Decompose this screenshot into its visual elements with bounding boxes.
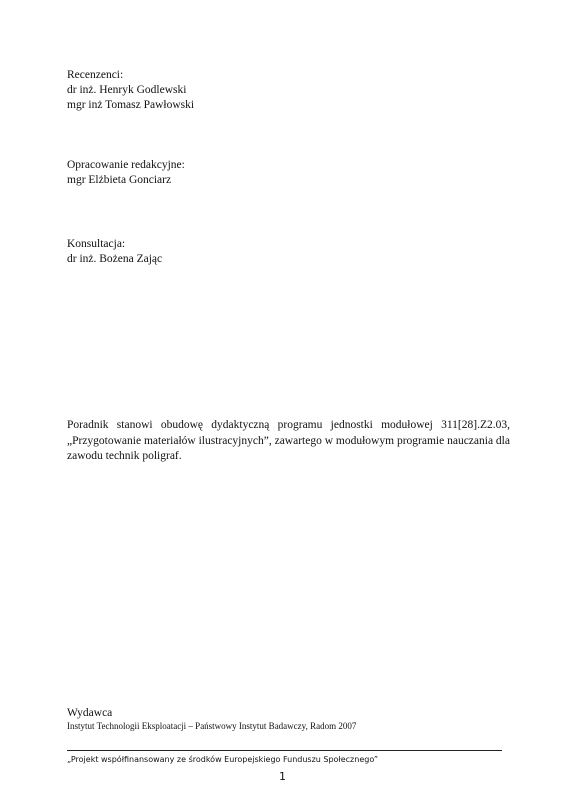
description-line: zawodu technik poligraf. (67, 450, 182, 462)
publisher-label: Wydawca (67, 707, 113, 719)
reviewers-heading: Recenzenci: (67, 69, 124, 81)
page-number: 1 (279, 770, 286, 783)
consultation-section (67, 237, 162, 267)
publisher-info: Instytut Technologii Eksploatacji – Państwowy Instytut Badawczy, Radom 2007 (67, 721, 357, 731)
editor-name: mgr Elżbieta Gonciarz (67, 174, 172, 186)
funding-note: „Projekt współfinansowany ze środków Europejskiego Funduszu Społecznego” (67, 755, 379, 764)
publisher-section (67, 706, 356, 732)
description-paragraph (67, 418, 510, 465)
description-line: Poradnik stanowi obudowę dydaktyczną programu jednostki modułowej 311[28].Z2.03, (67, 419, 510, 431)
editorial-heading: Opracowanie redakcyjne: (67, 159, 185, 171)
reviewer-name: mgr inż Tomasz Pawłowski (67, 99, 195, 111)
consultation-heading: Konsultacja: (67, 238, 126, 250)
description-line: „Przygotowanie materiałów ilustracyjnych”, zawartego w modułowym programie nauczania dla (67, 434, 510, 447)
reviewer-name: dr inż. Henryk Godlewski (67, 84, 187, 96)
editorial-section (67, 158, 185, 188)
reviewers-section (67, 68, 194, 113)
footer-divider (67, 750, 502, 751)
consultant-name: dr inż. Bożena Zając (67, 253, 163, 265)
